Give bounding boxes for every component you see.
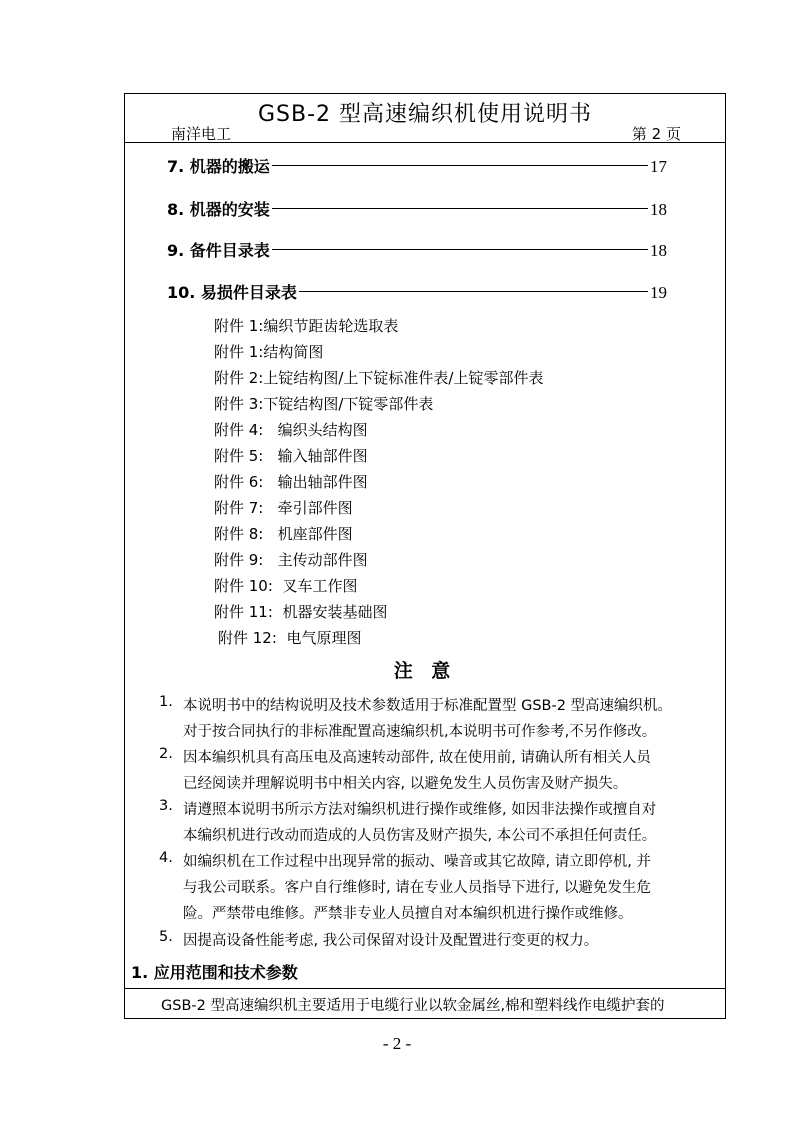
- toc-title: 9. 备件目录表: [167, 241, 270, 260]
- notice-line: 因本编织机具有高压电及高速转动部件, 故在使用前, 请确认所有相关人员: [183, 750, 651, 766]
- attachment-item: 附件 5: 输入轴部件图: [214, 447, 368, 465]
- notice-title: 注 意: [393, 660, 457, 682]
- toc-leader: [272, 165, 648, 166]
- company-name: 南洋电工: [171, 125, 232, 143]
- toc-entry: [167, 280, 667, 303]
- toc-page: 18: [650, 241, 667, 260]
- page-label: 第 2 页: [631, 125, 681, 143]
- attachment-item: 附件 11: 机器安装基础图: [214, 603, 388, 621]
- body-text: GSB-2 型高速编织机主要适用于电缆行业以软金属丝,棉和塑料线作电缆护套的: [161, 998, 665, 1014]
- attachment-item: 附件 12: 电气原理图: [218, 629, 362, 647]
- notice-number: 1.: [159, 694, 173, 710]
- attachment-item: 附件 6: 输出轴部件图: [214, 473, 368, 491]
- notice-line: 与我公司联系。客户自行维修时, 请在专业人员指导下进行, 以避免发生危: [183, 880, 651, 896]
- attachment-item: 附件 3:下锭结构图/下锭零部件表: [214, 395, 434, 413]
- attachment-item: 附件 10: 叉车工作图: [214, 577, 358, 595]
- attachment-item: 附件 7: 牵引部件图: [214, 499, 353, 517]
- notice-line: 本编织机进行改动而造成的人员伤害及财产损失, 本公司不承担任何责任。: [183, 828, 657, 844]
- notice-line: 险。严禁带电维修。严禁非专业人员擅自对本编织机进行操作或维修。: [183, 906, 633, 922]
- toc-leader: [299, 291, 648, 292]
- toc-leader: [272, 208, 648, 209]
- toc-page: 17: [650, 157, 667, 176]
- notice-line: 因提高设备性能考虑, 我公司保留对设计及配置进行变更的权力。: [183, 933, 599, 949]
- attachment-item: 附件 1:编织节距齿轮选取表: [214, 317, 399, 335]
- toc-title: 7. 机器的搬运: [167, 157, 270, 176]
- toc-page: 18: [650, 200, 667, 219]
- attachment-item: 附件 2:上锭结构图/上下锭标准件表/上锭零部件表: [214, 369, 544, 387]
- document-title: GSB-2 型高速编织机使用说明书: [257, 102, 593, 127]
- page-number: - 2 -: [382, 1034, 412, 1053]
- section-divider: [125, 988, 725, 989]
- attachment-item: 附件 9: 主传动部件图: [214, 551, 368, 569]
- attachment-item: 附件 1:结构简图: [214, 343, 324, 361]
- notice-number: 5.: [159, 929, 173, 945]
- notice-line: 对于按合同执行的非标准配置高速编织机,本说明书可作参考,不另作修改。: [183, 724, 657, 740]
- notice-line: 如编织机在工作过程中出现异常的振动、噪音或其它故障, 请立即停机, 并: [183, 854, 651, 870]
- notice-number: 2.: [159, 746, 173, 762]
- toc-entry: [167, 197, 667, 220]
- attachment-item: 附件 8: 机座部件图: [214, 525, 353, 543]
- toc-entry: [167, 154, 667, 177]
- toc-leader: [272, 249, 648, 250]
- notice-line: 已经阅读并理解说明书中相关内容, 以避免发生人员伤害及财产损失。: [183, 776, 628, 792]
- notice-line: 本说明书中的结构说明及技术参数适用于标准配置型 GSB-2 型高速编织机。: [183, 698, 673, 714]
- section-heading: 1. 应用范围和技术参数: [131, 963, 298, 982]
- toc-entry: [167, 238, 667, 261]
- document-frame: [124, 93, 726, 1019]
- attachment-item: 附件 4: 编织头结构图: [214, 421, 368, 439]
- notice-number: 3.: [159, 798, 173, 814]
- toc-page: 19: [650, 283, 667, 302]
- notice-line: 请遵照本说明书所示方法对编织机进行操作或维修, 如因非法操作或擅自对: [183, 802, 657, 818]
- toc-title: 10. 易损件目录表: [167, 283, 297, 302]
- header-divider: [125, 142, 725, 143]
- notice-number: 4.: [159, 850, 173, 866]
- toc-title: 8. 机器的安装: [167, 200, 270, 219]
